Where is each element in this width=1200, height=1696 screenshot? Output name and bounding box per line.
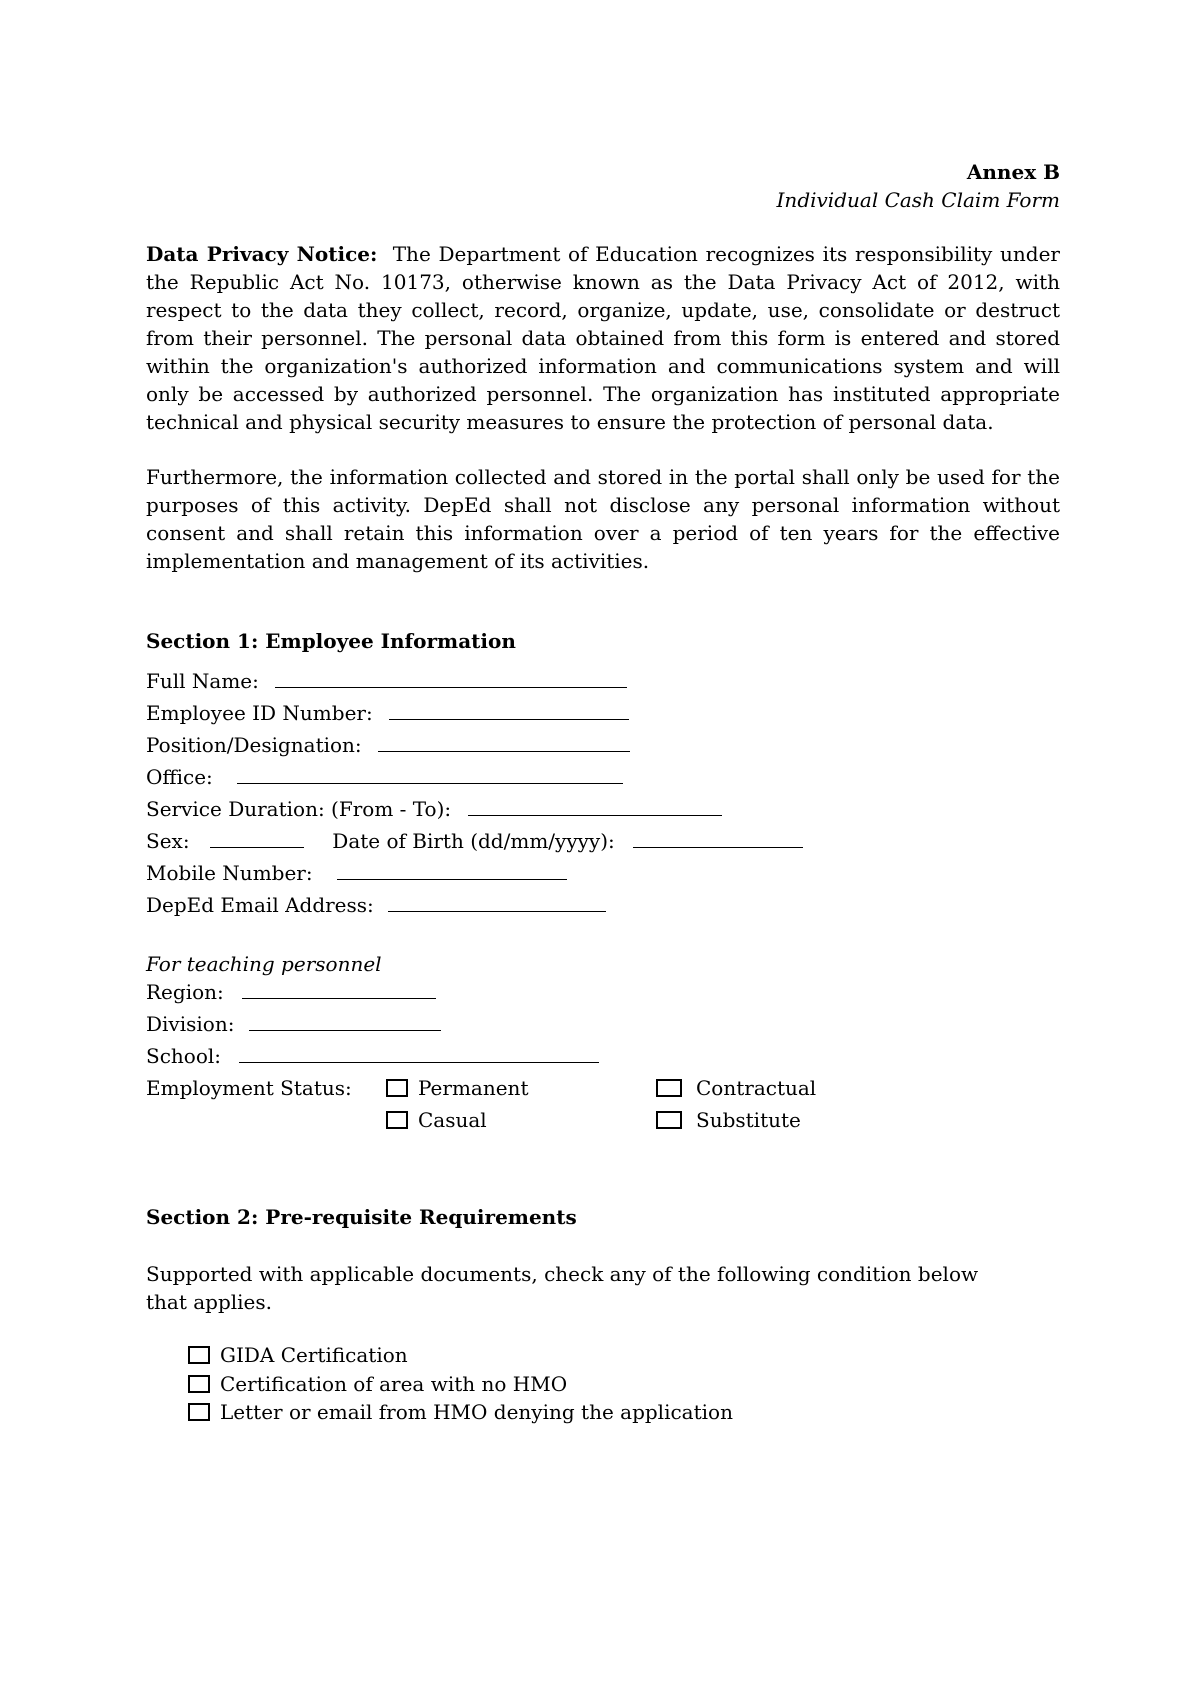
status-option-contractual[interactable]: [656, 1076, 816, 1100]
casual-label: Casual: [418, 1108, 487, 1132]
office-field: [146, 765, 623, 789]
section2-instruction: Supported with applicable documents, check any of the following condition below that applies.: [146, 1262, 979, 1314]
employment-status-label: Employment Status:: [146, 1076, 352, 1100]
position-input-line[interactable]: [378, 733, 630, 752]
requirement-option-gida[interactable]: [188, 1343, 408, 1367]
division-input-line[interactable]: [249, 1012, 441, 1031]
mobile-field: [146, 861, 567, 885]
region-input-line[interactable]: [242, 980, 436, 999]
contractual-label: Contractual: [696, 1076, 817, 1100]
position-field: [146, 733, 630, 757]
service-duration-input-line[interactable]: [468, 797, 722, 816]
privacy-notice: [146, 240, 1060, 436]
service-duration-field: [146, 797, 722, 821]
sex-input-line[interactable]: [210, 829, 304, 848]
substitute-label: Substitute: [696, 1108, 801, 1132]
office-label: Office:: [146, 765, 213, 789]
employee-id-label: Employee ID Number:: [146, 701, 373, 725]
requirement-option-no-hmo[interactable]: [188, 1372, 567, 1396]
no-hmo-label: Certification of area with no HMO: [220, 1372, 568, 1396]
school-field: [146, 1044, 599, 1068]
status-option-substitute[interactable]: [656, 1108, 801, 1132]
privacy-notice-continued: Furthermore, the information collected and stored in the portal shall only be used for the purposes of this activity. DepEd shall not disclose any personal information without consent and shall retain this information over a period of ten years for the effective implementation and management of its activities.: [146, 465, 1060, 573]
form-title: Individual Cash Claim Form: [776, 188, 1060, 212]
dob-label: Date of Birth (dd/mm/yyyy):: [332, 829, 615, 853]
service-duration-label: Service Duration: (From - To):: [146, 797, 452, 821]
school-label: School:: [146, 1044, 221, 1068]
gida-checkbox[interactable]: [188, 1346, 210, 1364]
casual-checkbox[interactable]: [386, 1111, 408, 1129]
region-field: [146, 980, 436, 1004]
email-input-line[interactable]: [388, 893, 606, 912]
hmo-denial-label: Letter or email from HMO denying the application: [220, 1400, 733, 1424]
sex-label: Sex:: [146, 829, 190, 853]
school-input-line[interactable]: [239, 1044, 599, 1063]
region-label: Region:: [146, 980, 224, 1004]
substitute-checkbox[interactable]: [656, 1111, 682, 1129]
section1-title: Section 1: Employee Information: [146, 629, 516, 653]
employee-id-field: [146, 701, 629, 725]
permanent-checkbox[interactable]: [386, 1079, 408, 1097]
requirement-option-hmo-denial[interactable]: [188, 1400, 733, 1424]
email-field: [146, 893, 606, 917]
annex-label: Annex B: [966, 160, 1060, 184]
status-option-casual[interactable]: [386, 1108, 487, 1132]
full-name-label: Full Name:: [146, 669, 259, 693]
email-label: DepEd Email Address:: [146, 893, 374, 917]
annex-header: [777, 158, 1060, 214]
no-hmo-checkbox[interactable]: [188, 1375, 210, 1393]
division-label: Division:: [146, 1012, 235, 1036]
teaching-personnel-note: For teaching personnel: [146, 952, 382, 976]
position-label: Position/Designation:: [146, 733, 362, 757]
permanent-label: Permanent: [418, 1076, 529, 1100]
dob-input-line[interactable]: [633, 829, 803, 848]
status-option-permanent[interactable]: [386, 1076, 528, 1100]
mobile-label: Mobile Number:: [146, 861, 313, 885]
full-name-field: [146, 669, 627, 693]
full-name-input-line[interactable]: [275, 669, 627, 688]
hmo-denial-checkbox[interactable]: [188, 1403, 210, 1421]
division-field: [146, 1012, 441, 1036]
gida-label: GIDA Certification: [220, 1343, 408, 1367]
section2-title: Section 2: Pre-requisite Requirements: [146, 1205, 577, 1229]
mobile-input-line[interactable]: [337, 861, 567, 880]
privacy-notice-text: The Department of Education recognizes its responsibility under the Republic Act No. 10173, otherwise known as the Data Privacy Act of 2012, with respect to the data they collect, record, organize, update, use, consolidate or destruct from their personnel. The personal data obtained from this form is entered and stored within the organization's authorized information and communications system and will only be accessed by authorized personnel. The organization has instituted appropriate technical and physical security measures to ensure the protection of personal data.: [146, 242, 1060, 434]
contractual-checkbox[interactable]: [656, 1079, 682, 1097]
sex-dob-field: [146, 829, 803, 853]
privacy-notice-label: Data Privacy Notice:: [146, 242, 378, 266]
office-input-line[interactable]: [237, 765, 623, 784]
employee-id-input-line[interactable]: [389, 701, 629, 720]
